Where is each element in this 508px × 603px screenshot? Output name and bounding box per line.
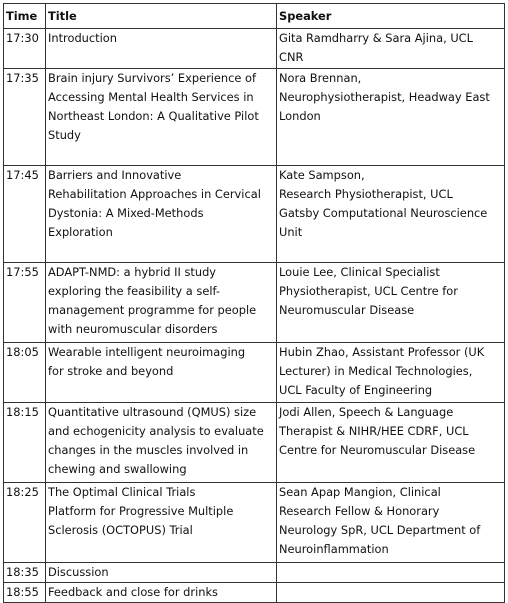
- title-cell: Brain injury Survivors’ Experience of Accessing Mental Health Services in Northeast London: A Qualitative Pilot Study: [46, 68, 277, 165]
- schedule-table: [3, 3, 505, 603]
- speaker-cell: Hubin Zhao, Assistant Professor (UK Lecturer) in Medical Technologies, UCL Faculty of Engineering: [277, 342, 505, 402]
- title-cell: Feedback and close for drinks: [46, 582, 277, 602]
- title-cell: ADAPT-NMD: a hybrid II study exploring the feasibility a self- management programme for people with neuromuscular disorders: [46, 262, 277, 342]
- header-title: Title: [46, 4, 277, 29]
- title-cell: Barriers and Innovative Rehabilitation Approaches in Cervical Dystonia: A Mixed-Methods Exploration: [46, 165, 277, 262]
- time-cell: 18:15: [4, 402, 46, 482]
- title-cell: The Optimal Clinical Trials Platform for Progressive Multiple Sclerosis (OCTOPUS) Trial: [46, 482, 277, 562]
- speaker-cell: Sean Apap Mangion, Clinical Research Fellow & Honorary Neurology SpR, UCL Department of Neuroinflammation: [277, 482, 505, 562]
- speaker-cell: [277, 562, 505, 582]
- title-cell: Discussion: [46, 562, 277, 582]
- table-row: [4, 262, 505, 342]
- time-cell: 17:45: [4, 165, 46, 262]
- time-cell: 17:55: [4, 262, 46, 342]
- header-time: Time: [4, 4, 46, 29]
- table-row: [4, 342, 505, 402]
- title-cell: Wearable intelligent neuroimaging for stroke and beyond: [46, 342, 277, 402]
- time-cell: 18:05: [4, 342, 46, 402]
- table-row: [4, 402, 505, 482]
- table-row: [4, 29, 505, 69]
- table-row: [4, 482, 505, 562]
- time-cell: 18:55: [4, 582, 46, 602]
- schedule-wrapper: [3, 3, 504, 603]
- table-row: [4, 562, 505, 582]
- speaker-cell: Jodi Allen, Speech & Language Therapist & NIHR/HEE CDRF, UCL Centre for Neuromuscular Disease: [277, 402, 505, 482]
- title-cell: Introduction: [46, 29, 277, 69]
- speaker-cell: Nora Brennan, Neurophysiotherapist, Headway East London: [277, 68, 505, 165]
- time-cell: 17:35: [4, 68, 46, 165]
- header-row: [4, 4, 505, 29]
- speaker-cell: Gita Ramdharry & Sara Ajina, UCL CNR: [277, 29, 505, 69]
- speaker-cell: Kate Sampson, Research Physiotherapist, UCL Gatsby Computational Neuroscience Unit: [277, 165, 505, 262]
- table-row: [4, 165, 505, 262]
- time-cell: 17:30: [4, 29, 46, 69]
- table-row: [4, 68, 505, 165]
- time-cell: 18:35: [4, 562, 46, 582]
- time-cell: 18:25: [4, 482, 46, 562]
- speaker-cell: Louie Lee, Clinical Specialist Physiotherapist, UCL Centre for Neuromuscular Disease: [277, 262, 505, 342]
- speaker-cell: [277, 582, 505, 602]
- table-row: [4, 582, 505, 602]
- header-speaker: Speaker: [277, 4, 505, 29]
- title-cell: Quantitative ultrasound (QMUS) size and echogenicity analysis to evaluate changes in the muscles involved in chewing and swallowing: [46, 402, 277, 482]
